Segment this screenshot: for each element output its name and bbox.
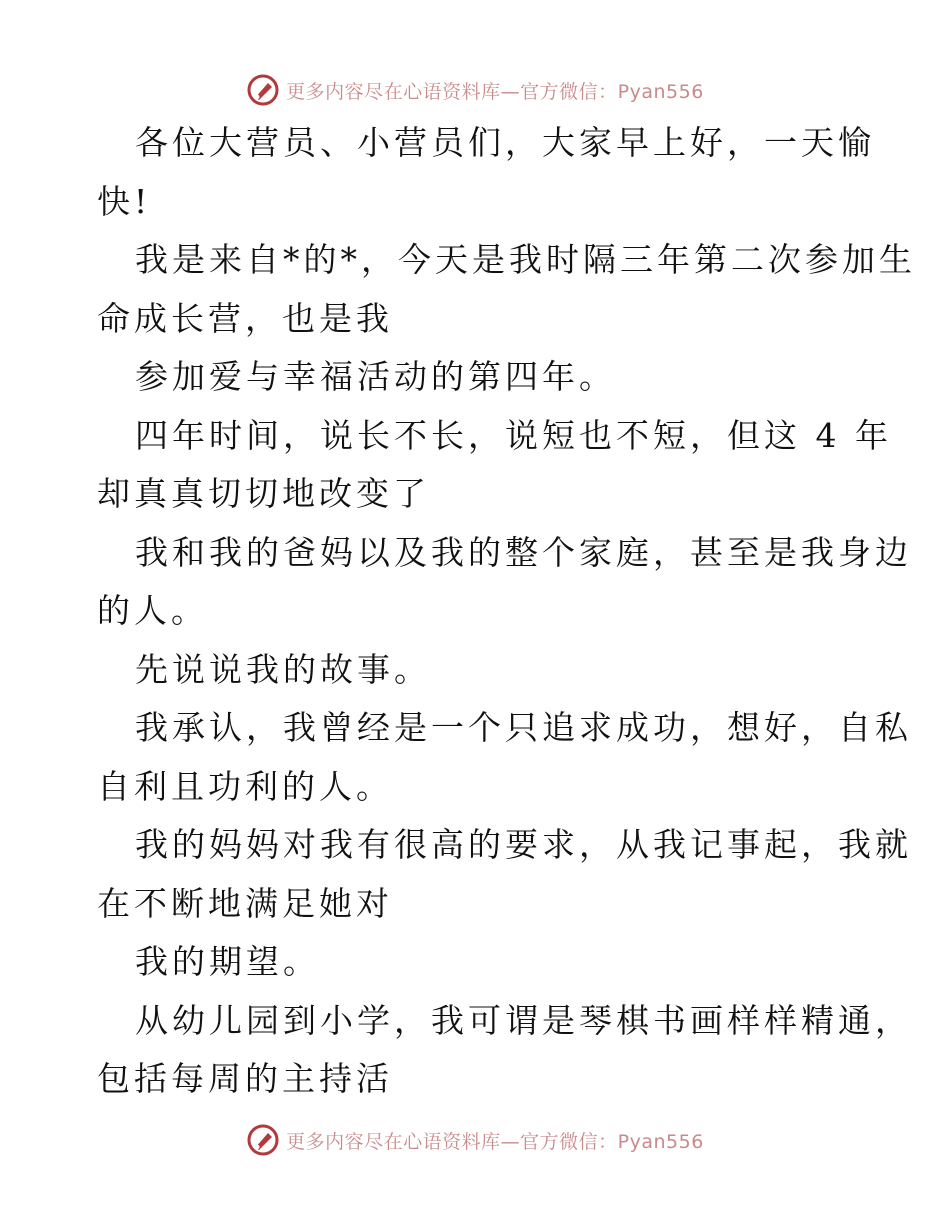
text-line: 我承认，我曾经是一个只追求成功，想好，自私 xyxy=(135,708,912,747)
text-line: 我是来自*的*，今天是我时隔三年第二次参加生 xyxy=(135,240,916,279)
text-line: 命成长营，也是我 xyxy=(97,298,393,338)
text-line: 参加爱与幸福活动的第四年。 xyxy=(135,357,616,396)
text-line: 先说说我的故事。 xyxy=(135,649,431,689)
banner-text: 更多内容尽在心语资料库—官方微信：Pyan556 xyxy=(286,80,704,103)
text-line: 却真真切切地改变了 xyxy=(97,474,430,513)
text-line: 包括每周的主持活 xyxy=(97,1059,393,1098)
text-line: 从幼儿园到小学，我可谓是琴棋书画样样精通， xyxy=(135,1000,912,1040)
text-line: 四年时间，说长不长，说短也不短，但这 4 年 xyxy=(135,415,892,455)
text-line: 我的妈妈对我有很高的要求，从我记事起，我就 xyxy=(135,825,912,864)
text-line: 我的期望。 xyxy=(135,942,320,981)
text-line: 在不断地满足她对 xyxy=(97,883,393,923)
text-line: 自利且功利的人。 xyxy=(97,766,393,806)
banner-text: 更多内容尽在心语资料库—官方微信：Pyan556 xyxy=(286,1130,704,1153)
header-banner xyxy=(0,70,950,110)
text-line: 的人。 xyxy=(97,591,208,630)
footer-banner xyxy=(0,1120,950,1160)
text-line: 各位大营员、小营员们，大家早上好，一天愉 xyxy=(135,123,875,162)
text-line: 我和我的爸妈以及我的整个家庭，甚至是我身边 xyxy=(135,532,912,572)
pen-nib-logo-icon xyxy=(246,1123,280,1157)
pen-nib-logo-icon xyxy=(246,73,280,107)
text-line: 快! xyxy=(97,181,152,221)
